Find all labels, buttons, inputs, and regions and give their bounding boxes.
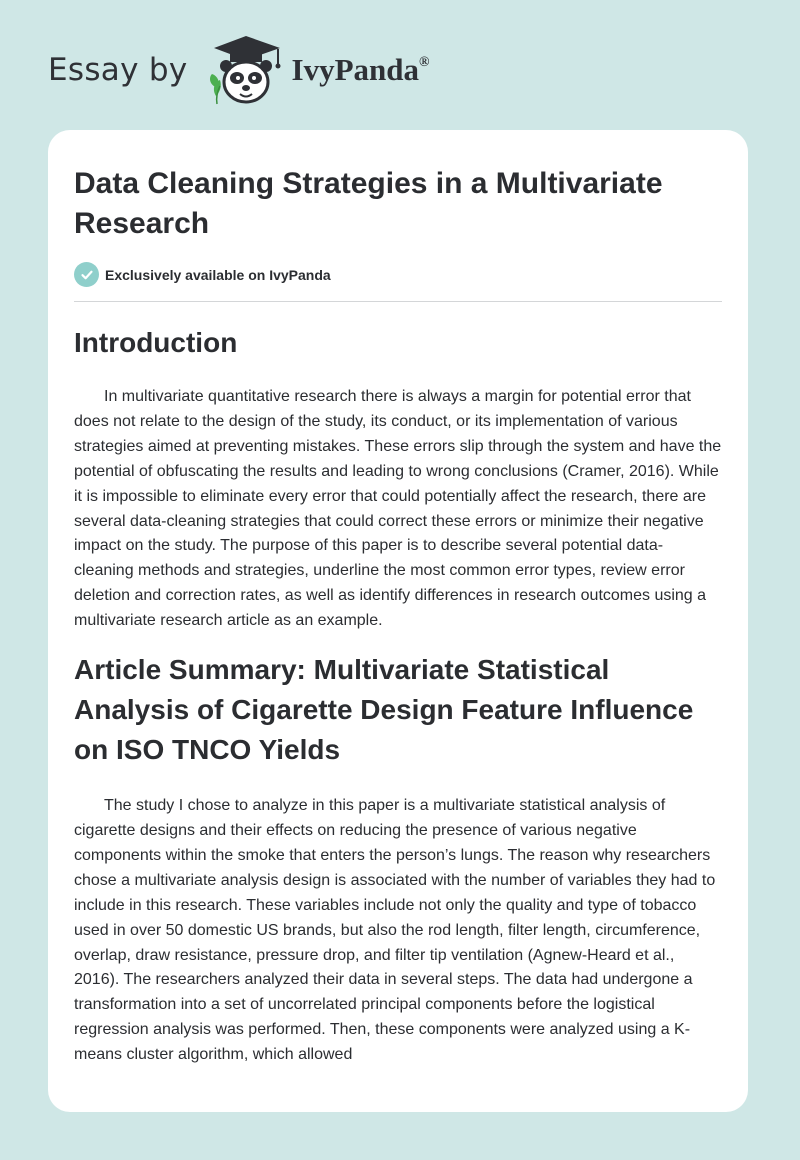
section-paragraph: In multivariate quantitative research there is always a margin for potential error that does not relate to the design of the study, its conduct, or its implementation of various strategies aimed at preventing mistakes. These errors slip through the system and have the potential of obfuscating the results and leading to wrong conclusions (Cramer, 2016). While it is impossible to eliminate every error that could potentially affect the research, there are several data-cleaning strategies that could correct these errors or minimize their negative impact on the study. The purpose of this paper is to describe several potential data-cleaning methods and strategies, underline the most common error types, review error deletion and correction rates, as well as identify differences in research outcomes using a multivariate research article as an example. (74, 388, 722, 630)
brand-name: IvyPanda® (291, 52, 430, 87)
section-heading: Article Summary: Multivariate Statistical Analysis of Cigarette Design Feature Influence on ISO TNCO Yields (74, 654, 694, 766)
section-paragraph: The study I chose to analyze in this paper is a multivariate statistical analysis of cigarette designs and their effects on reducing the presence of various negative components within the smoke that enters the person’s lungs. The reason why researchers chose a multivariate analysis design is associated with the number of variables they had to include in this research. These variables include not only the quality and type of tobacco used in over 50 domestic US brands, but also the rod length, filter length, circumference, overlap, draw resistance, pressure drop, and filter tip ventilation (Agnew-Heard et al., 2016). The researchers analyzed their data in several steps. The data had undergone a transformation into a set of uncorrelated principal components before the logistical regression analysis was performed. Then, these components were analyzed using a K-means cluster algorithm, which allowed (74, 797, 716, 1064)
section-introduction (74, 325, 722, 634)
panda-graduate-icon (202, 30, 288, 110)
ivy-leaf-icon (210, 74, 221, 104)
essay-card (48, 130, 748, 1112)
exclusive-label: Exclusively available on IvyPanda (105, 266, 331, 283)
section-article-summary (74, 650, 722, 1068)
site-brand[interactable] (48, 30, 429, 110)
check-circle-icon (74, 262, 99, 287)
essay-title: Data Cleaning Strategies in a Multivariate Research (74, 167, 663, 240)
registered-mark: ® (419, 55, 430, 70)
exclusive-badge (74, 262, 722, 302)
essay-by-label: Essay by (48, 52, 188, 88)
section-heading: Introduction (74, 327, 238, 358)
